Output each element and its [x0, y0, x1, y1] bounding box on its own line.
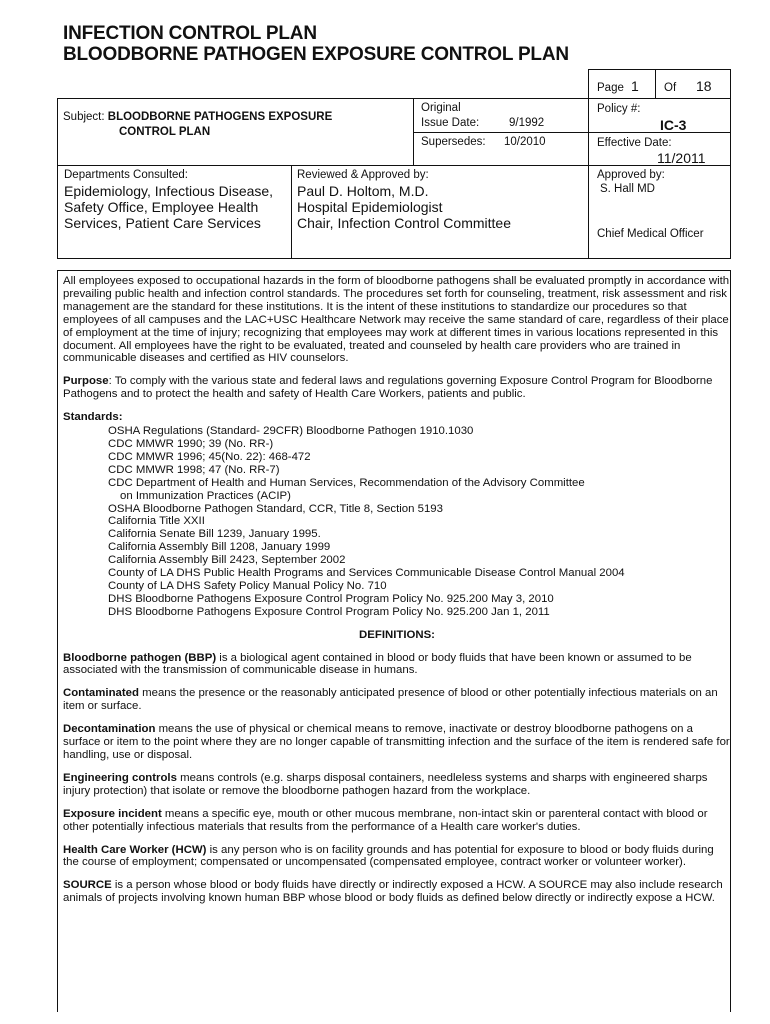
intro-paragraph: All employees exposed to occupational hazards in the form of bloodborne pathogens shall be evaluated promptly in accordance with prevailing public health and infection control standards. The procedures set forth for counseling, treatment, risk assessment and risk management are the standard for these institutions. It is the intent of these institutions to standardize our procedures so that employees of all campuses and the LAC+USC Healthcare Network may receive the same standard of care, regardless of their place of employment at the time of injury; recognizing that employees may work at different times in various locations represented in this document. All employees have the right to be evaluated, treated and counseled by health care providers who are trained in communicable diseases and certified as HIV counselors. [63, 275, 730, 365]
standard-item: CDC MMWR 1998; 47 (No. RR-7) [108, 463, 280, 476]
standard-item: California Title XXII [108, 515, 205, 528]
body-frame-left [57, 270, 58, 1012]
effective-date-value: 11/2011 [657, 150, 706, 166]
standard-item: CDC MMWR 1996; 45(No. 22): 468-472 [108, 450, 311, 463]
policy-value: IC-3 [660, 117, 687, 133]
document-subtitle: BLOODBORNE PATHOGEN EXPOSURE CONTROL PLAN [63, 44, 569, 65]
document-title: INFECTION CONTROL PLAN [63, 23, 317, 44]
definition-item: Decontamination means the use of physical or chemical means to remove, inactivate or destroy bloodborne pathogens on a surface or item to the point where they are no longer capable of transmitting infection and the surface of the item is rendered safe for handling, use or disposal. [63, 723, 730, 761]
definition-item: Health Care Worker (HCW) is any person who is on facility grounds and has potential for exposure to blood or body fluids during the course of employment; compensated or uncompensated (compensated employee, contract worker or volunteer worker). [63, 843, 714, 869]
standard-item: DHS Bloodborne Pathogens Exposure Control Program Policy No. 925.200 Jan 1, 2011 [108, 605, 550, 618]
approved-value: S. Hall MD [600, 183, 655, 195]
page-label: Page [597, 82, 624, 94]
departments-label: Departments Consulted: [64, 169, 189, 181]
standard-item: County of LA DHS Public Health Programs and Services Communicable Disease Control Manual 2004 [108, 567, 625, 580]
body-frame-top [57, 270, 731, 271]
standard-item: OSHA Regulations (Standard- 29CFR) Bloodborne Pathogen 1910.1030 [108, 425, 474, 438]
document-body [63, 275, 731, 915]
departments-value: Epidemiology, Infectious Disease, Safety Office, Employee Health Services, Patient Care Services [64, 183, 274, 231]
approved-title: Chief Medical Officer [597, 228, 704, 240]
subject-value-line2: CONTROL PLAN [119, 126, 211, 138]
policy-label: Policy #: [597, 103, 641, 115]
supersedes-value: 10/2010 [504, 136, 546, 148]
standard-item: CDC Department of Health and Human Services, Recommendation of the Advisory Committee [108, 476, 585, 489]
definition-item: Engineering controls means controls (e.g. sharps disposal containers, needleless systems and sharps with engineered sharps injury protection) that isolate or remove the bloodborne pathogen hazard from the workplace. [63, 771, 708, 797]
subject-label: Subject: [63, 111, 105, 123]
definition-item: Exposure incident means a specific eye, mouth or other mucous membrane, non-intact skin or parenteral contact with blood or other potentially infectious materials that results from the performance of a Health care worker's duties. [63, 807, 708, 833]
standard-item: California Assembly Bill 2423, September 2002 [108, 554, 346, 567]
supersedes-label: Supersedes: [421, 136, 486, 148]
standard-item: California Senate Bill 1239, January 1995. [108, 528, 321, 541]
definition-item: SOURCE is a person whose blood or body fluids have directly or indirectly exposed a HCW. A SOURCE may also include research animals of projects involving known human BBP whose blood or body fluids as defined below directly or indirectly expose a HCW. [63, 879, 723, 905]
issue-date-value: 9/1992 [509, 117, 545, 129]
purpose-text: : To comply with the various state and federal laws and regulations governing Exposure Control Program for Bloodborne Pathogens and to protect the health and safety of Health Care Workers, patients and public. [63, 375, 713, 401]
standard-item: on Immunization Practices (ACIP) [120, 489, 291, 502]
standard-item: California Assembly Bill 1208, January 1999 [108, 541, 331, 554]
purpose-label: Purpose [63, 375, 109, 388]
standards-list [108, 425, 731, 619]
definition-item: Contaminated means the presence or the reasonably anticipated presence of blood or other potentially infectious materials on an item or surface. [63, 687, 718, 713]
purpose-paragraph [63, 375, 731, 401]
page-value: 1 [631, 78, 639, 94]
original-label: Original [421, 102, 461, 114]
standard-item: OSHA Bloodborne Pathogen Standard, CCR, Title 8, Section 5193 [108, 502, 443, 515]
standard-item: DHS Bloodborne Pathogens Exposure Control Program Policy No. 925.200 May 3, 2010 [108, 592, 554, 605]
of-value: 18 [696, 78, 712, 94]
approved-label: Approved by: [597, 169, 665, 181]
standard-item: County of LA DHS Safety Policy Manual Policy No. 710 [108, 579, 387, 592]
definitions-heading: DEFINITIONS: [359, 628, 435, 641]
subject-value: BLOODBORNE PATHOGENS EXPOSURE [107, 111, 333, 123]
standard-item: CDC MMWR 1990; 39 (No. RR-) [108, 437, 274, 450]
of-label: Of [664, 82, 677, 94]
reviewed-value: Paul D. Holtom, M.D. Hospital Epidemiologist Chair, Infection Control Committee [297, 183, 511, 231]
definition-item: Bloodborne pathogen (BBP) is a biological agent contained in blood or body fluids that have been known or assumed to be associated with the transmission of communicable disease in humans. [63, 651, 692, 677]
reviewed-label: Reviewed & Approved by: [297, 169, 429, 181]
issue-date-label: Issue Date: [421, 117, 480, 129]
subject-field [63, 110, 408, 124]
standards-heading: Standards: [63, 411, 123, 424]
effective-date-label: Effective Date: [597, 137, 672, 149]
